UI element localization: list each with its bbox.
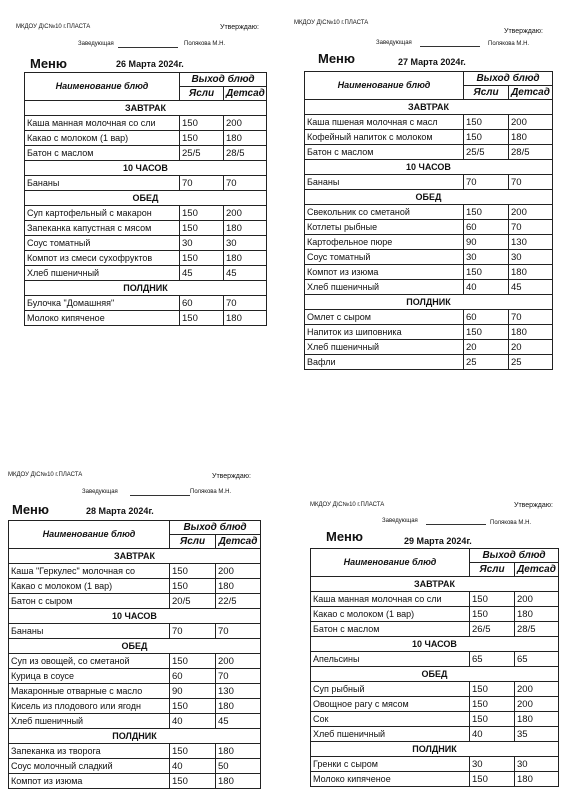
section-row	[311, 637, 559, 652]
section-row	[311, 742, 559, 757]
section-row	[311, 577, 559, 592]
portion-kindergarten: 20	[509, 340, 553, 355]
section-row	[25, 281, 267, 296]
portion-kindergarten: 130	[216, 684, 261, 699]
portion-nursery: 150	[180, 131, 224, 146]
header-row	[311, 549, 559, 563]
portion-kindergarten: 70	[224, 296, 267, 311]
approve-label: Утверждаю:	[220, 24, 259, 31]
portion-nursery: 30	[180, 236, 224, 251]
manager-name: Полякова М.Н.	[490, 520, 532, 526]
portion-nursery: 60	[170, 669, 216, 684]
dish-name: Овощное рагу с мясом	[311, 697, 470, 712]
column-header-name: Наименование блюд	[311, 549, 470, 577]
dish-name: Напиток из шиповника	[305, 325, 464, 340]
portion-nursery: 65	[470, 652, 515, 667]
dish-name: Гренки с сыром	[311, 757, 470, 772]
dish-row	[311, 772, 559, 787]
org-header: МКДОУ Д\С№10 г.ПЛАСТА	[16, 24, 91, 30]
column-header-nursery: Ясли	[170, 535, 216, 549]
portion-kindergarten: 200	[216, 654, 261, 669]
dish-row	[9, 564, 261, 579]
header-row	[25, 73, 267, 87]
dish-row	[305, 235, 553, 250]
dish-row	[25, 206, 267, 221]
dish-row	[9, 774, 261, 789]
menu-table	[310, 548, 559, 787]
dish-name: Компот из изюма	[9, 774, 170, 789]
section-row	[25, 101, 267, 116]
portion-nursery: 70	[170, 624, 216, 639]
approve-label: Утверждаю:	[504, 28, 543, 35]
dish-name: Омлет с сыром	[305, 310, 464, 325]
dish-name: Каша манная молочная со сли	[25, 116, 180, 131]
menu-title: Меню	[318, 51, 356, 66]
portion-kindergarten: 200	[509, 205, 553, 220]
portion-nursery: 150	[464, 115, 509, 130]
dish-name: Молоко кипяченое	[311, 772, 470, 787]
column-header-kindergarten: Детсад	[515, 563, 559, 577]
dish-name: Кисель из плодового или ягодн	[9, 699, 170, 714]
dish-name: Картофельное пюре	[305, 235, 464, 250]
dish-name: Хлеб пшеничный	[305, 340, 464, 355]
dish-row	[25, 266, 267, 281]
dish-row	[305, 175, 553, 190]
org-header: МКДОУ Д\С№10 г.ПЛАСТА	[8, 472, 83, 478]
portion-nursery: 150	[470, 772, 515, 787]
dish-row	[311, 697, 559, 712]
portion-nursery: 60	[464, 220, 509, 235]
menu-sheet-3	[4, 464, 270, 804]
portion-kindergarten: 180	[224, 131, 267, 146]
column-header-kindergarten: Детсад	[216, 535, 261, 549]
portion-kindergarten: 28/5	[224, 146, 267, 161]
menu-title: Меню	[326, 529, 364, 544]
header-row	[305, 72, 553, 86]
dish-name: Соус томатный	[25, 236, 180, 251]
org-header: МКДОУ Д\С№10 г.ПЛАСТА	[294, 20, 369, 26]
portion-kindergarten: 180	[216, 699, 261, 714]
portion-nursery: 26/5	[470, 622, 515, 637]
approve-label: Утверждаю:	[212, 473, 251, 480]
portion-kindergarten: 65	[515, 652, 559, 667]
dish-name: Кофейный напиток с молоком	[305, 130, 464, 145]
column-header-nursery: Ясли	[470, 563, 515, 577]
portion-nursery: 70	[180, 176, 224, 191]
portion-nursery: 40	[170, 714, 216, 729]
portion-nursery: 150	[464, 205, 509, 220]
column-header-name: Наименование блюд	[305, 72, 464, 100]
portion-nursery: 60	[180, 296, 224, 311]
portion-kindergarten: 180	[509, 130, 553, 145]
portion-kindergarten: 25	[509, 355, 553, 370]
dish-row	[305, 280, 553, 295]
section-row	[311, 667, 559, 682]
portion-kindergarten: 70	[224, 176, 267, 191]
section-row	[305, 190, 553, 205]
menu-date: 29 Марта 2024г.	[404, 536, 472, 546]
portion-nursery: 30	[464, 250, 509, 265]
portion-nursery: 150	[170, 654, 216, 669]
dish-row	[25, 251, 267, 266]
portion-kindergarten: 70	[509, 175, 553, 190]
portion-kindergarten: 70	[509, 220, 553, 235]
dish-name: Соус томатный	[305, 250, 464, 265]
meal-section-title: ПОЛДНИК	[9, 729, 261, 744]
dish-row	[305, 310, 553, 325]
signature-line	[130, 489, 190, 498]
meal-section-title: 10 ЧАСОВ	[311, 637, 559, 652]
dish-row	[9, 594, 261, 609]
portion-kindergarten: 70	[216, 624, 261, 639]
dish-row	[9, 699, 261, 714]
menu-date: 27 Марта 2024г.	[398, 57, 466, 67]
portion-nursery: 150	[470, 697, 515, 712]
portion-nursery: 25/5	[464, 145, 509, 160]
portion-kindergarten: 70	[216, 669, 261, 684]
menu-date: 28 Марта 2024г.	[86, 506, 154, 516]
menu-table	[304, 71, 553, 370]
approve-label: Утверждаю:	[514, 502, 553, 509]
manager-name: Полякова М.Н.	[190, 489, 232, 495]
dish-name: Молоко кипяченое	[25, 311, 180, 326]
column-header-name: Наименование блюд	[9, 521, 170, 549]
portion-kindergarten: 50	[216, 759, 261, 774]
section-row	[25, 191, 267, 206]
portion-nursery: 40	[464, 280, 509, 295]
dish-name: Компот из изюма	[305, 265, 464, 280]
manager-label: Заведующая	[382, 518, 418, 524]
portion-kindergarten: 180	[224, 221, 267, 236]
meal-section-title: ОБЕД	[305, 190, 553, 205]
portion-kindergarten: 30	[509, 250, 553, 265]
portion-nursery: 150	[464, 325, 509, 340]
dish-row	[305, 115, 553, 130]
dish-name: Суп из овощей, со сметаной	[9, 654, 170, 669]
dish-name: Апельсины	[311, 652, 470, 667]
menu-title: Меню	[30, 56, 68, 71]
column-header-nursery: Ясли	[180, 87, 224, 101]
meal-section-title: ПОЛДНИК	[311, 742, 559, 757]
portion-nursery: 150	[170, 774, 216, 789]
dish-row	[305, 325, 553, 340]
dish-name: Каша манная молочная со сли	[311, 592, 470, 607]
portion-nursery: 150	[464, 130, 509, 145]
dish-name: Суп рыбный	[311, 682, 470, 697]
dish-row	[311, 607, 559, 622]
section-row	[305, 295, 553, 310]
portion-nursery: 150	[170, 579, 216, 594]
signature-line	[118, 41, 178, 50]
dish-row	[305, 130, 553, 145]
portion-nursery: 25	[464, 355, 509, 370]
portion-nursery: 150	[180, 116, 224, 131]
header-row	[9, 521, 261, 535]
manager-name: Полякова М.Н.	[184, 41, 226, 47]
dish-row	[305, 355, 553, 370]
dish-name: Батон с сыром	[9, 594, 170, 609]
dish-name: Запеканка из творога	[9, 744, 170, 759]
dish-name: Хлеб пшеничный	[311, 727, 470, 742]
portion-kindergarten: 180	[509, 265, 553, 280]
portion-nursery: 40	[470, 727, 515, 742]
meal-section-title: ЗАВТРАК	[9, 549, 261, 564]
menu-table	[8, 520, 261, 789]
section-row	[9, 609, 261, 624]
portion-kindergarten: 200	[515, 697, 559, 712]
dish-row	[9, 669, 261, 684]
portion-kindergarten: 30	[224, 236, 267, 251]
dish-row	[305, 205, 553, 220]
menu-sheet-2	[292, 14, 560, 394]
portion-nursery: 150	[470, 592, 515, 607]
section-row	[305, 100, 553, 115]
column-header-output: Выход блюд	[464, 72, 553, 86]
portion-nursery: 60	[464, 310, 509, 325]
dish-row	[311, 622, 559, 637]
dish-row	[305, 220, 553, 235]
portion-nursery: 90	[170, 684, 216, 699]
dish-row	[9, 714, 261, 729]
dish-name: Бананы	[9, 624, 170, 639]
dish-name: Запеканка капустная с мясом	[25, 221, 180, 236]
column-header-output: Выход блюд	[170, 521, 261, 535]
section-row	[9, 639, 261, 654]
portion-nursery: 150	[464, 265, 509, 280]
menu-sheet-1	[8, 14, 278, 344]
menu-sheet-4	[304, 494, 560, 806]
portion-kindergarten: 30	[515, 757, 559, 772]
meal-section-title: ОБЕД	[9, 639, 261, 654]
dish-row	[9, 684, 261, 699]
portion-nursery: 150	[170, 564, 216, 579]
meal-section-title: ПОЛДНИК	[25, 281, 267, 296]
meal-section-title: ЗАВТРАК	[305, 100, 553, 115]
portion-kindergarten: 28/5	[515, 622, 559, 637]
dish-row	[25, 311, 267, 326]
column-header-name: Наименование блюд	[25, 73, 180, 101]
meal-section-title: ОБЕД	[311, 667, 559, 682]
dish-name: Какао с молоком (1 вар)	[25, 131, 180, 146]
portion-kindergarten: 180	[515, 607, 559, 622]
dish-row	[305, 145, 553, 160]
dish-row	[25, 116, 267, 131]
portion-nursery: 150	[170, 744, 216, 759]
portion-nursery: 40	[170, 759, 216, 774]
dish-name: Сок	[311, 712, 470, 727]
column-header-output: Выход блюд	[470, 549, 559, 563]
signature-line	[420, 40, 480, 49]
portion-nursery: 150	[470, 712, 515, 727]
portion-kindergarten: 35	[515, 727, 559, 742]
dish-name: Макаронные отварные с масло	[9, 684, 170, 699]
portion-kindergarten: 180	[224, 251, 267, 266]
portion-kindergarten: 180	[515, 712, 559, 727]
dish-name: Каша "Геркулес" молочная со	[9, 564, 170, 579]
portion-kindergarten: 200	[216, 564, 261, 579]
dish-name: Хлеб пшеничный	[9, 714, 170, 729]
dish-name: Бананы	[305, 175, 464, 190]
meal-section-title: ЗАВТРАК	[25, 101, 267, 116]
dish-name: Соус молочный сладкий	[9, 759, 170, 774]
dish-name: Котлеты рыбные	[305, 220, 464, 235]
meal-section-title: ОБЕД	[25, 191, 267, 206]
dish-row	[9, 759, 261, 774]
dish-name: Хлеб пшеничный	[305, 280, 464, 295]
portion-nursery: 150	[180, 221, 224, 236]
portion-kindergarten: 45	[216, 714, 261, 729]
column-header-kindergarten: Детсад	[224, 87, 267, 101]
portion-kindergarten: 180	[515, 772, 559, 787]
portion-nursery: 20	[464, 340, 509, 355]
portion-kindergarten: 70	[509, 310, 553, 325]
column-header-kindergarten: Детсад	[509, 86, 553, 100]
portion-kindergarten: 200	[515, 592, 559, 607]
portion-kindergarten: 200	[224, 116, 267, 131]
meal-section-title: 10 ЧАСОВ	[25, 161, 267, 176]
dish-name: Суп картофельный с макарон	[25, 206, 180, 221]
section-row	[305, 160, 553, 175]
menu-date: 26 Марта 2024г.	[116, 59, 184, 69]
menu-table	[24, 72, 267, 326]
portion-kindergarten: 28/5	[509, 145, 553, 160]
meal-section-title: ЗАВТРАК	[311, 577, 559, 592]
menu-title: Меню	[12, 502, 50, 517]
meal-section-title: ПОЛДНИК	[305, 295, 553, 310]
dish-name: Какао с молоком (1 вар)	[311, 607, 470, 622]
portion-kindergarten: 22/5	[216, 594, 261, 609]
dish-name: Компот из смеси сухофруктов	[25, 251, 180, 266]
dish-name: Булочка "Домашняя"	[25, 296, 180, 311]
portion-nursery: 150	[470, 607, 515, 622]
meal-section-title: 10 ЧАСОВ	[305, 160, 553, 175]
dish-name: Батон с маслом	[305, 145, 464, 160]
meal-section-title: 10 ЧАСОВ	[9, 609, 261, 624]
portion-kindergarten: 200	[515, 682, 559, 697]
portion-nursery: 70	[464, 175, 509, 190]
portion-nursery: 150	[180, 251, 224, 266]
dish-name: Каша пшеная молочная с масл	[305, 115, 464, 130]
portion-kindergarten: 45	[509, 280, 553, 295]
column-header-nursery: Ясли	[464, 86, 509, 100]
portion-nursery: 150	[180, 311, 224, 326]
portion-nursery: 90	[464, 235, 509, 250]
dish-row	[9, 654, 261, 669]
dish-name: Батон с маслом	[25, 146, 180, 161]
section-row	[9, 549, 261, 564]
org-header: МКДОУ Д\С№10 г.ПЛАСТА	[310, 502, 385, 508]
dish-row	[311, 592, 559, 607]
dish-name: Батон с маслом	[311, 622, 470, 637]
dish-row	[25, 296, 267, 311]
dish-name: Бананы	[25, 176, 180, 191]
dish-row	[311, 652, 559, 667]
portion-nursery: 25/5	[180, 146, 224, 161]
portion-kindergarten: 180	[216, 579, 261, 594]
portion-kindergarten: 130	[509, 235, 553, 250]
portion-nursery: 150	[470, 682, 515, 697]
manager-label: Заведующая	[78, 41, 114, 47]
column-header-output: Выход блюд	[180, 73, 267, 87]
dish-row	[25, 221, 267, 236]
dish-row	[9, 744, 261, 759]
dish-row	[9, 624, 261, 639]
portion-kindergarten: 200	[224, 206, 267, 221]
portion-kindergarten: 45	[224, 266, 267, 281]
dish-row	[9, 579, 261, 594]
dish-name: Вафли	[305, 355, 464, 370]
dish-row	[305, 265, 553, 280]
portion-kindergarten: 180	[509, 325, 553, 340]
dish-row	[311, 682, 559, 697]
section-row	[9, 729, 261, 744]
dish-name: Хлеб пшеничный	[25, 266, 180, 281]
portion-nursery: 20/5	[170, 594, 216, 609]
dish-row	[311, 712, 559, 727]
manager-label: Заведующая	[82, 489, 118, 495]
portion-kindergarten: 180	[216, 774, 261, 789]
portion-kindergarten: 200	[509, 115, 553, 130]
dish-row	[311, 757, 559, 772]
portion-nursery: 150	[170, 699, 216, 714]
dish-row	[311, 727, 559, 742]
portion-kindergarten: 180	[224, 311, 267, 326]
portion-nursery: 150	[180, 206, 224, 221]
manager-name: Полякова М.Н.	[488, 41, 530, 47]
section-row	[25, 161, 267, 176]
signature-line	[426, 518, 486, 527]
dish-name: Свекольник со сметаной	[305, 205, 464, 220]
dish-row	[25, 176, 267, 191]
manager-label: Заведующая	[376, 40, 412, 46]
dish-row	[25, 236, 267, 251]
portion-kindergarten: 180	[216, 744, 261, 759]
dish-row	[25, 146, 267, 161]
dish-name: Какао с молоком (1 вар)	[9, 579, 170, 594]
portion-nursery: 30	[470, 757, 515, 772]
dish-row	[305, 250, 553, 265]
dish-row	[25, 131, 267, 146]
dish-row	[305, 340, 553, 355]
portion-nursery: 45	[180, 266, 224, 281]
dish-name: Курица в соусе	[9, 669, 170, 684]
